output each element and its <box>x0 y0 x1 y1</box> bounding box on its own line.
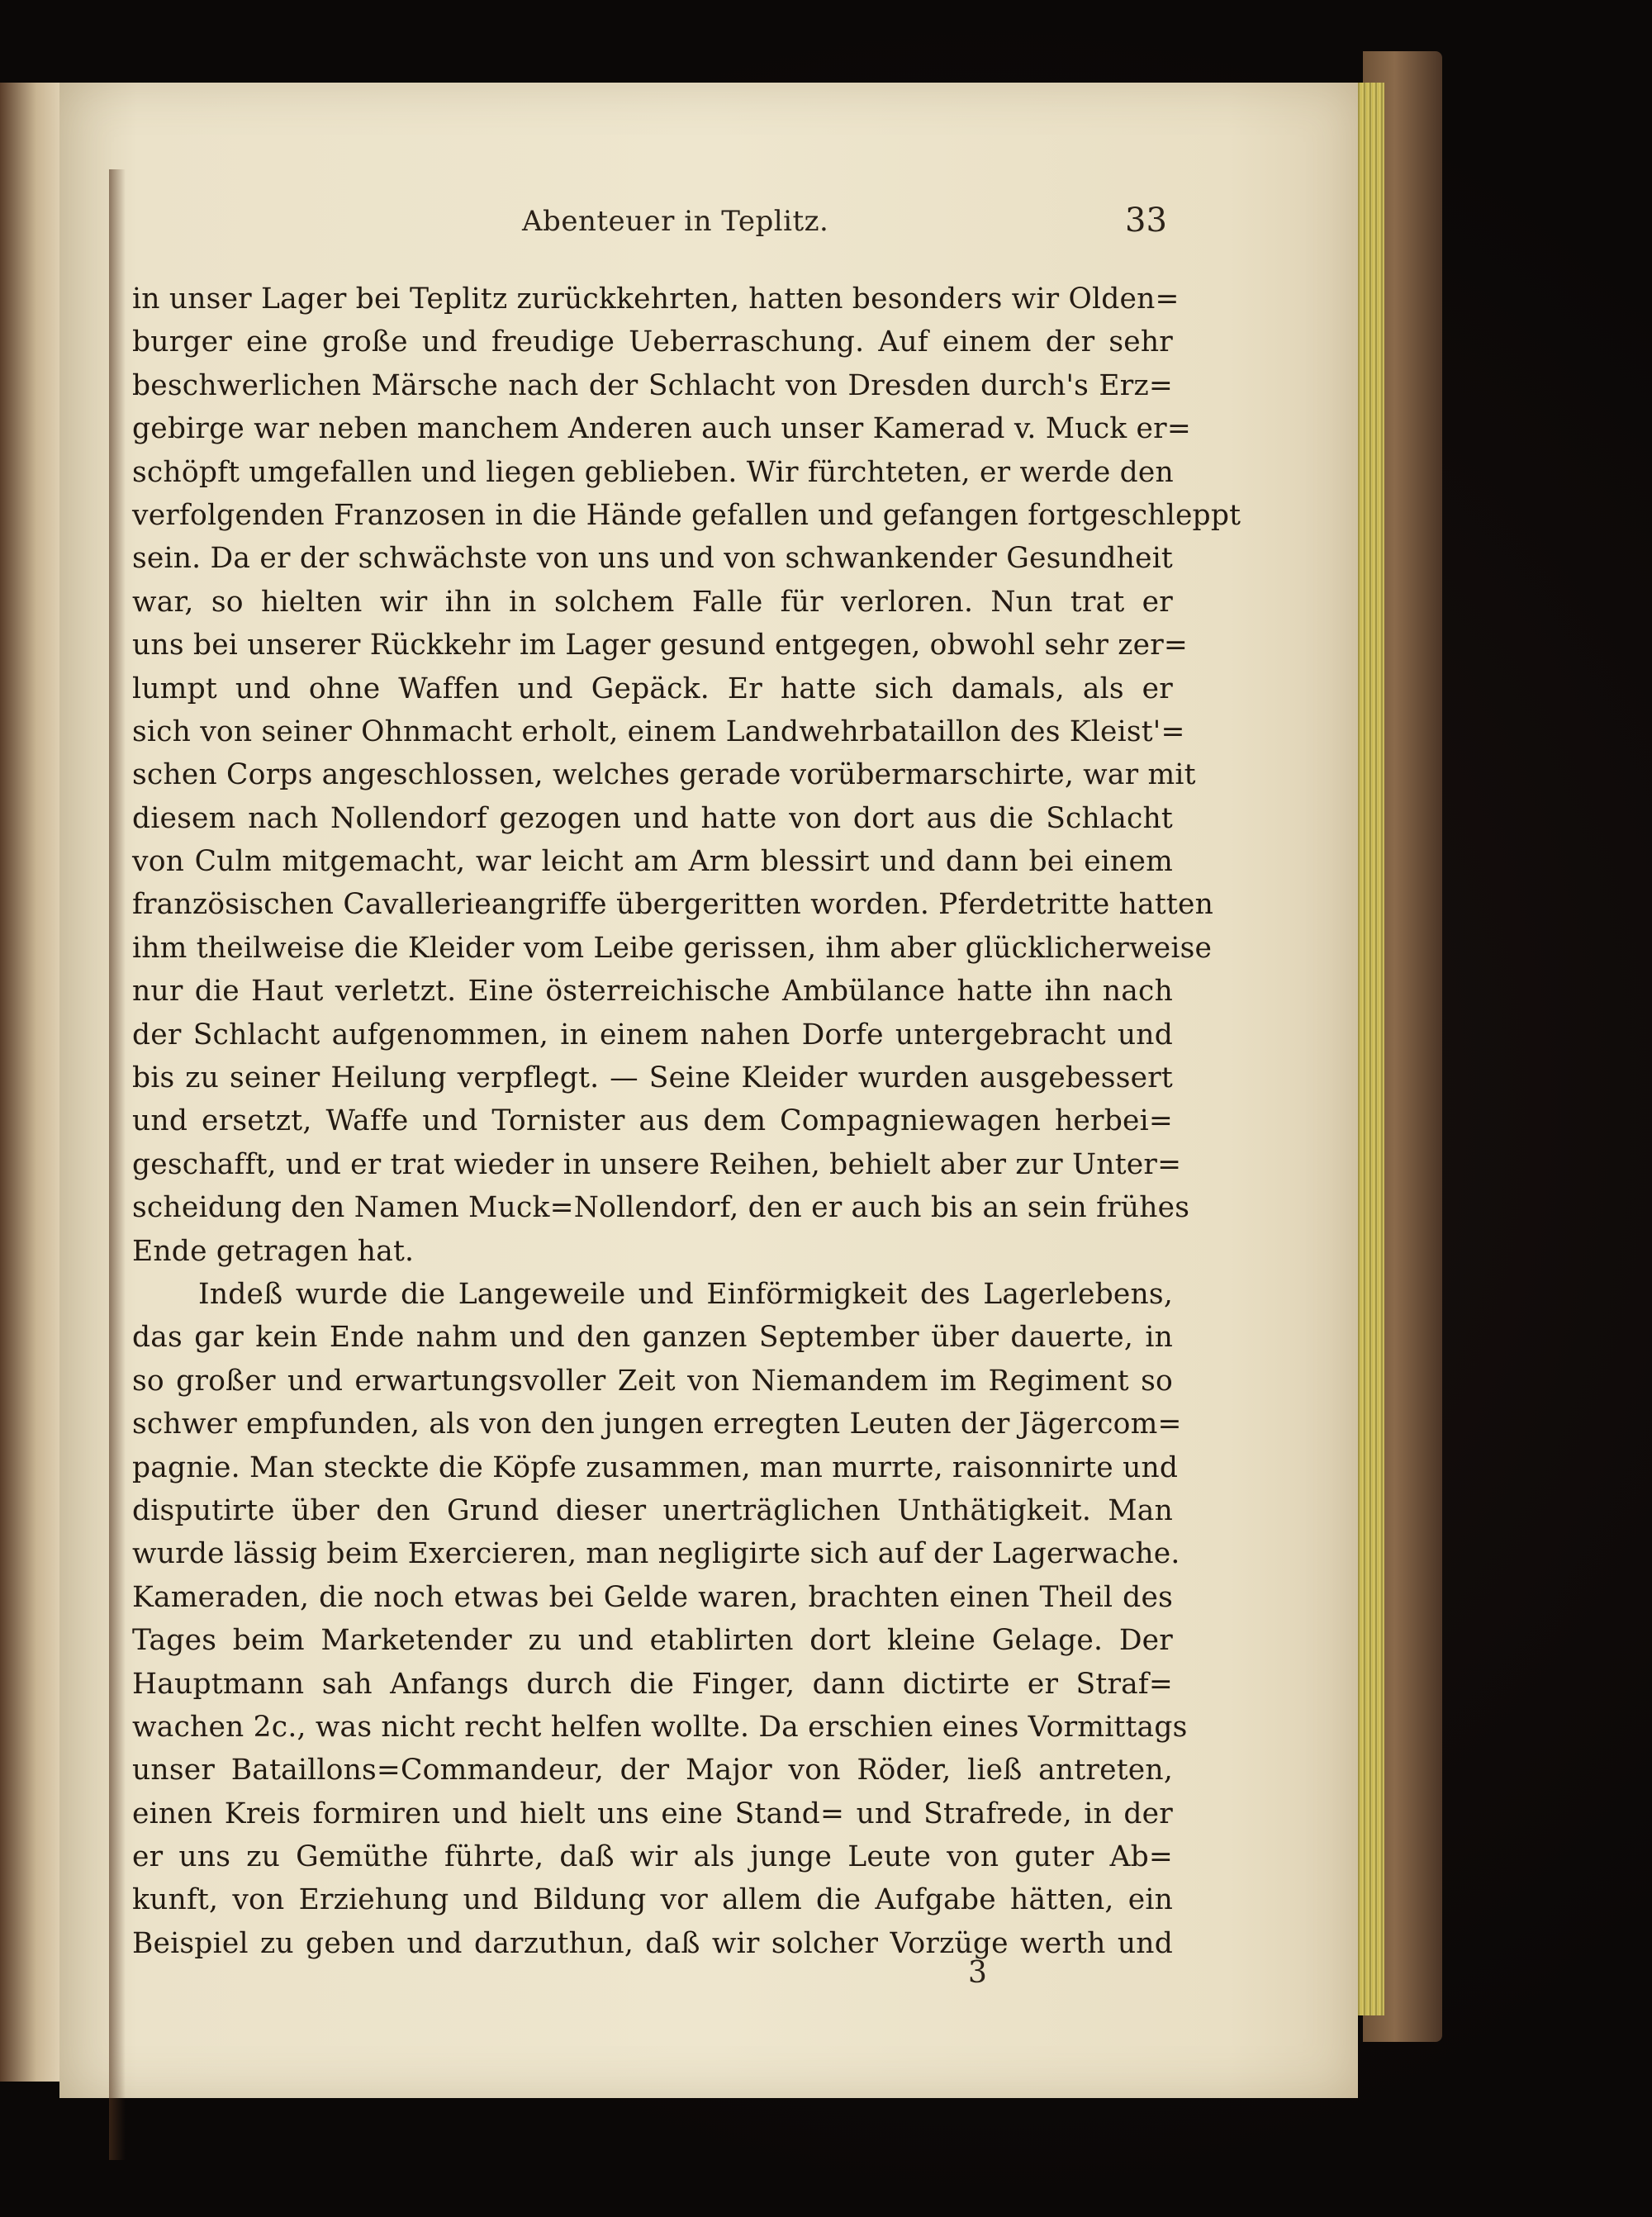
facing-page-edge <box>0 83 66 2082</box>
text-line: ihm theilweise die Kleider vom Leibe gerissen, ihm aber glücklicherweise <box>132 931 1213 965</box>
text-line: verfolgenden Franzosen in die Hände gefallen und gefangen fortgeschleppt <box>132 498 1241 532</box>
text-line: geschafft, und er trat wieder in unsere Reihen, behielt aber zur Unter= <box>132 1147 1182 1181</box>
text-line: schöpft umgefallen und liegen geblieben. Wir fürchteten, er werde den <box>132 455 1174 489</box>
text-line: Hauptmann sah Anfangs durch die Finger, dann dictirte er Straf= <box>132 1667 1173 1701</box>
page-number: 33 <box>1125 202 1167 240</box>
text-line: beschwerlichen Märsche nach der Schlacht von Dresden durch's Erz= <box>132 368 1173 402</box>
text-line: Kameraden, die noch etwas bei Gelde waren, brachten einen Theil des <box>132 1580 1173 1614</box>
text-line: pagnie. Man steckte die Köpfe zusammen, man murrte, raisonnirte und <box>132 1450 1179 1484</box>
text-line: war, so hielten wir ihn in solchem Falle für verloren. Nun trat er <box>132 585 1173 619</box>
book-page <box>59 83 1358 2098</box>
text-line: wachen 2c., was nicht recht helfen wollte. Da erschien eines Vormittags <box>132 1710 1188 1744</box>
paragraph-end-line: Ende getragen hat. <box>132 1234 415 1268</box>
text-line: schwer empfunden, als von den jungen erregten Leuten der Jägercom= <box>132 1408 1182 1441</box>
paragraph-start-line: Indeß wurde die Langeweile und Einförmigkeit des Lagerlebens, <box>198 1277 1173 1311</box>
text-line: uns bei unserer Rückkehr im Lager gesund entgegen, obwohl sehr zer= <box>132 629 1189 662</box>
text-line: sich von seiner Ohnmacht erholt, einem Landwehrbataillon des Kleist'= <box>132 714 1185 748</box>
text-line: diesem nach Nollendorf gezogen und hatte von dort aus die Schlacht <box>132 801 1173 835</box>
text-line: der Schlacht aufgenommen, in einem nahen Dorfe untergebracht und <box>132 1018 1173 1052</box>
text-line: französischen Cavallerieangriffe übergeritten worden. Pferdetritte hatten <box>132 888 1214 922</box>
text-line: bis zu seiner Heilung verpflegt. — Seine Kleider wurden ausgebessert <box>132 1061 1173 1095</box>
body-text <box>132 278 1241 1965</box>
text-line: gebirge war neben manchem Anderen auch unser Kamerad v. Muck er= <box>132 412 1191 446</box>
text-line: Tages beim Marketender zu und etablirten dort kleine Gelage. Der <box>132 1624 1173 1658</box>
text-line: das gar kein Ende nahm und den ganzen September über dauerte, in <box>132 1321 1173 1355</box>
text-line: einen Kreis formiren und hielt uns eine Stand= und Strafrede, in der <box>132 1797 1173 1830</box>
text-line: disputirte über den Grund dieser unerträglichen Unthätigkeit. Man <box>132 1493 1173 1527</box>
text-line: burger eine große und freudige Ueberraschung. Auf einem der sehr <box>132 325 1173 359</box>
running-title: Abenteuer in Teplitz. <box>522 205 829 238</box>
text-line: lumpt und ohne Waffen und Gepäck. Er hatte sich damals, als er <box>132 672 1173 705</box>
text-line: von Culm mitgemacht, war leicht am Arm blessirt und dann bei einem <box>132 845 1173 879</box>
text-line: in unser Lager bei Teplitz zurückkehrten, hatten besonders wir Olden= <box>132 282 1180 316</box>
running-head <box>59 202 1358 254</box>
signature-mark: 3 <box>968 1956 987 1990</box>
text-line: wurde lässig beim Exercieren, man negligirte sich auf der Lagerwache. <box>132 1537 1180 1571</box>
text-line: er uns zu Gemüthe führte, daß wir als junge Leute von guter Ab= <box>132 1840 1173 1874</box>
text-line: so großer und erwartungsvoller Zeit von Niemandem im Regiment so <box>132 1364 1173 1398</box>
text-line: und ersetzt, Waffe und Tornister aus dem Compagniewagen herbei= <box>132 1104 1173 1138</box>
page-stack-edge <box>1355 83 1384 2015</box>
text-line: sein. Da er der schwächste von uns und von schwankender Gesundheit <box>132 542 1173 576</box>
text-line: scheidung den Namen Muck=Nollendorf, den er auch bis an sein frühes <box>132 1191 1190 1225</box>
text-line: schen Corps angeschlossen, welches gerade vorübermarschirte, war mit <box>132 758 1196 792</box>
text-line: unser Bataillons=Commandeur, der Major von Röder, ließ antreten, <box>132 1754 1173 1787</box>
text-line: kunft, von Erziehung und Bildung vor allem die Aufgabe hätten, ein <box>132 1883 1173 1917</box>
page-gutter-shadow <box>109 169 126 2160</box>
text-line: Beispiel zu geben und darzuthun, daß wir solcher Vorzüge werth und <box>132 1926 1173 1960</box>
text-line: nur die Haut verletzt. Eine österreichische Ambülance hatte ihn nach <box>132 975 1173 1009</box>
